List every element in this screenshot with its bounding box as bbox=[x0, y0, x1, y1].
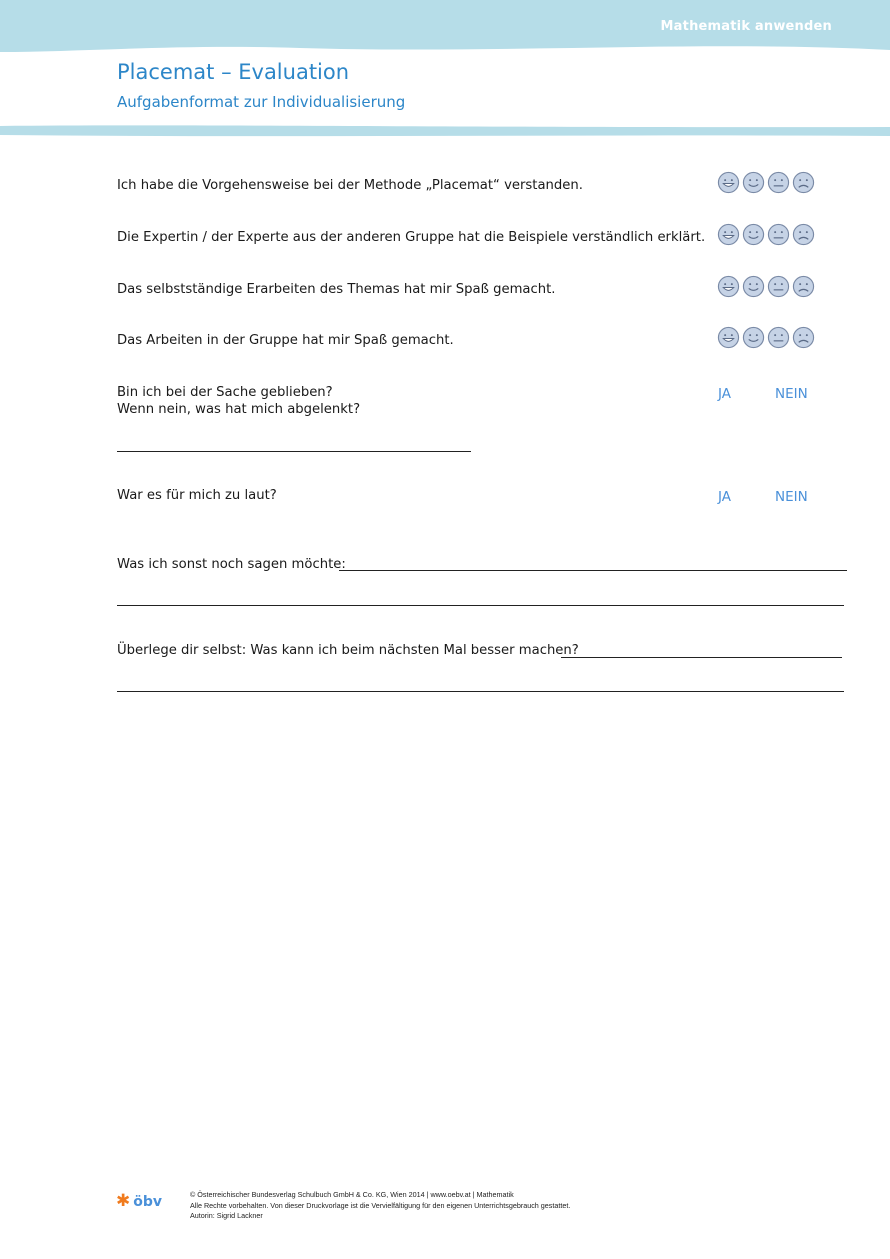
answer-line-distraction[interactable] bbox=[117, 451, 471, 452]
open-question-1: Was ich sonst noch sagen möchte: bbox=[117, 557, 346, 572]
yes-no-question-1-line1: Bin ich bei der Sache geblieben? bbox=[117, 385, 333, 400]
smiley-scale-2[interactable] bbox=[717, 223, 819, 247]
yes-option-2[interactable]: JA bbox=[718, 489, 731, 505]
yes-no-question-2: War es für mich zu laut? bbox=[117, 488, 277, 503]
open-question-2: Überlege dir selbst: Was kann ich beim nächsten Mal besser machen? bbox=[117, 643, 579, 658]
smiley-scale-3[interactable] bbox=[717, 275, 819, 299]
page-subtitle: Aufgabenformat zur Individualisierung bbox=[117, 93, 406, 111]
answer-line-2a[interactable] bbox=[561, 657, 842, 658]
happy-face-icon[interactable] bbox=[742, 171, 765, 194]
asterisk-icon: ✱ bbox=[116, 1191, 131, 1211]
happy-face-icon[interactable] bbox=[742, 275, 765, 298]
rating-question-2: Die Expertin / der Experte aus der anderen Gruppe hat die Beispiele verständlich erklärt. bbox=[117, 230, 706, 245]
very-happy-face-icon[interactable] bbox=[717, 326, 740, 349]
answer-line-2b[interactable] bbox=[117, 691, 844, 692]
yes-option-1[interactable]: JA bbox=[718, 386, 731, 402]
copyright-line-2: Alle Rechte vorbehalten. Von dieser Druckvorlage ist die Vervielfältigung für den eigenen Unterrichtsgebrauch gestattet. bbox=[190, 1200, 571, 1210]
publisher-logo bbox=[116, 1193, 162, 1210]
sad-face-icon[interactable] bbox=[792, 223, 815, 246]
answer-line-1a[interactable] bbox=[339, 570, 847, 571]
very-happy-face-icon[interactable] bbox=[717, 275, 740, 298]
author-line: Autorin: Sigrid Lackner bbox=[190, 1211, 263, 1220]
rating-question-1: Ich habe die Vorgehensweise bei der Methode „Placemat“ verstanden. bbox=[117, 178, 583, 193]
very-happy-face-icon[interactable] bbox=[717, 223, 740, 246]
publisher-brand: öbv bbox=[133, 1193, 163, 1210]
yes-no-question-1-line2: Wenn nein, was hat mich abgelenkt? bbox=[117, 402, 361, 417]
header-rule-band bbox=[0, 122, 890, 142]
sad-face-icon[interactable] bbox=[792, 326, 815, 349]
answer-line-1b[interactable] bbox=[117, 605, 844, 606]
sad-face-icon[interactable] bbox=[792, 275, 815, 298]
neutral-face-icon[interactable] bbox=[767, 171, 790, 194]
smiley-scale-1[interactable] bbox=[717, 171, 819, 195]
smiley-scale-4[interactable] bbox=[717, 326, 819, 350]
copyright-line-1: © Österreichischer Bundesverlag Schulbuch GmbH & Co. KG, Wien 2014 | www.oebv.at | Mathematik bbox=[190, 1190, 514, 1199]
copyright-notice bbox=[190, 1190, 570, 1222]
sad-face-icon[interactable] bbox=[792, 171, 815, 194]
series-label: Mathematik anwenden bbox=[660, 19, 832, 34]
rating-question-4: Das Arbeiten in der Gruppe hat mir Spaß gemacht. bbox=[117, 333, 454, 348]
rating-question-3: Das selbstständige Erarbeiten des Themas hat mir Spaß gemacht. bbox=[117, 282, 556, 297]
no-option-2[interactable]: NEIN bbox=[775, 489, 808, 505]
neutral-face-icon[interactable] bbox=[767, 275, 790, 298]
neutral-face-icon[interactable] bbox=[767, 223, 790, 246]
happy-face-icon[interactable] bbox=[742, 326, 765, 349]
very-happy-face-icon[interactable] bbox=[717, 171, 740, 194]
no-option-1[interactable]: NEIN bbox=[775, 386, 808, 402]
page-title: Placemat – Evaluation bbox=[117, 60, 350, 84]
neutral-face-icon[interactable] bbox=[767, 326, 790, 349]
happy-face-icon[interactable] bbox=[742, 223, 765, 246]
